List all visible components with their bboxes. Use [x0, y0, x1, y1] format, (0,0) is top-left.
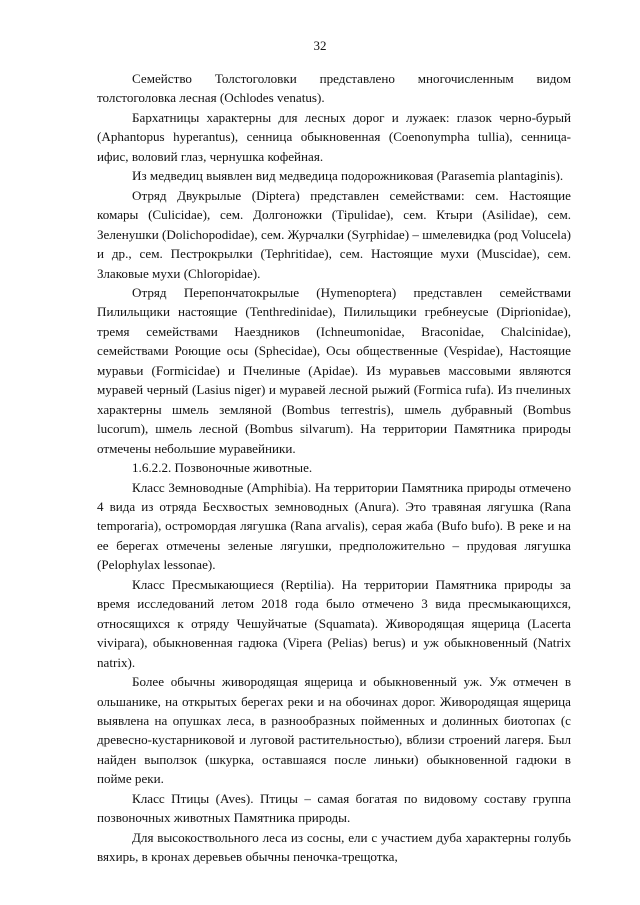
- section-heading-vertebrates: 1.6.2.2. Позвоночные животные.: [132, 460, 313, 476]
- paragraph-tiger-moths: Из медведиц выявлен вид медведица подорожниковая (Parasemia plantaginis).: [132, 168, 564, 184]
- paragraph-reptile-habitats: Более обычны живородящая ящерица и обыкновенный уж. Уж отмечен в ольшанике, на открытых берегах реки и на обочинах дорог. Живородящая ящерица выявлена на опушках леса, в разнообразных пойменных и долинных биотопах (с древесно-кустарниковой и луговой растительностью), вблизи строений лагеря. Был найден выползок (шкурка, оставшаяся после линьки) обыкновенной гадюки в пойме реки.: [97, 674, 571, 787]
- paragraph-birds: Класс Птицы (Aves). Птицы – самая богатая по видовому составу группа позвоночных животных Памятника природы.: [97, 790, 571, 826]
- paragraph-hymenoptera: Отряд Перепончатокрылые (Hymenoptera) представлен семействами Пилильщики настоящие (Tenthredinidae), Пилильщики гребнеусые (Diprionidae), тремя семействами Наездников (Ichneumonidae, Braconidae, Chalcinidae), семействами Роющие осы (Sphecidae), Осы общественные (Vespidae), Настоящие муравьи (Formicidae) и Пчелиные (Apidae). Из муравьев массовыми являются муравей черный (Lasius niger) и муравей лесной рыжий (Formica rufa). Из пчелиных характерны шмель земляной (Bombus terrestris), шмель дубравный (Bombus lucorum), шмель лесной (Bombus silvarum). На территории Памятника природы отмечены небольшие муравейники.: [97, 284, 571, 456]
- paragraph-skippers: Семейство Толстоголовки представлено многочисленным видом толстоголовка лесная (Ochlodes venatus).: [97, 71, 571, 106]
- paragraph-forest-birds: Для высокоствольного леса из сосны, ели с участием дуба характерны голубь вяхирь, в кронах деревьев обычны пеночка-трещотка,: [97, 829, 571, 865]
- paragraph-satyrids: Бархатницы характерны для лесных дорог и лужаек: глазок черно-бурый (Aphantopus hyperantus), сенница обыкновенная (Coenonympha tullia), сенница-ифис, воловий глаз, чернушка кофейная.: [97, 109, 571, 164]
- paragraph-reptiles: Класс Пресмыкающиеся (Reptilia). На территории Памятника природы за время исследований летом 2018 года было отмечено 3 вида пресмыкающихся, относящихся к отряду Чешуйчатые (Squamata). Живородящая ящерица (Lacerta vivipara), обыкновенная гадюка (Vipera (Pelias) berus) и уж обыкновенный (Natrix natrix).: [97, 576, 571, 670]
- paragraph-diptera: Отряд Двукрылые (Diptera) представлен семействами: сем. Настоящие комары (Culicidae), сем. Долгоножки (Tipulidae), сем. Ктыри (Asilidae), сем. Зеленушки (Dolichopodidae), сем. Журчалки (Syrphidae) – шмелевидка (род Volucela) и др., сем. Пестрокрылки (Tephritidae), сем. Настоящие мухи (Muscidae), сем. Злаковые мухи (Chloropidae).: [97, 187, 571, 281]
- page-number: 32: [313, 38, 327, 53]
- document-body: [97, 69, 571, 867]
- paragraph-amphibians: Класс Земноводные (Amphibia). На территории Памятника природы отмечено 4 вида из отряда Бесхвостых земноводных (Anura). Это травяная лягушка (Rana temporaria), остромордая лягушка (Rana arvalis), серая жаба (Bufo bufo). В реке и на ее берегах отмечены зеленые лягушки, предположительно – прудовая лягушка (Pelophylax lessonae).: [97, 479, 571, 573]
